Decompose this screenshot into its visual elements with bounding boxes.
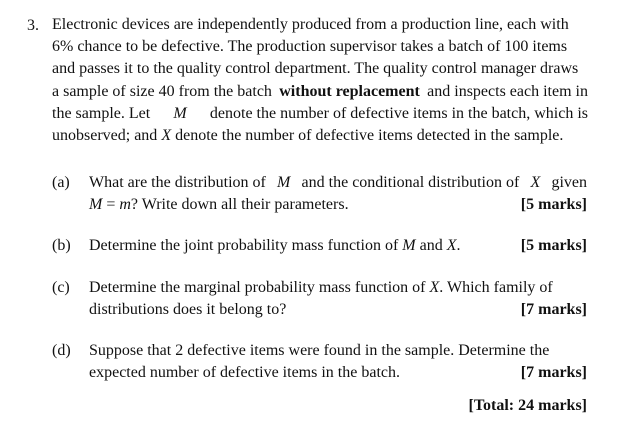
part-a-line-2: M = m? Write down all their parameters. [5 marks] <box>89 194 587 216</box>
variable-M: M <box>173 104 187 122</box>
stem-line-4: a sample of size 40 from the batch without replacement and inspects each item in <box>52 81 588 103</box>
part-body <box>89 277 587 321</box>
part-d-line-1: Suppose that 2 defective items were found in the sample. Determine the <box>89 342 550 359</box>
stem-line-6: unobserved; and X denote the number of defective items detected in the sample. <box>52 127 564 145</box>
marks-label: [5 marks] <box>520 196 587 213</box>
part-body <box>89 340 587 384</box>
total-marks: [Total: 24 marks] <box>468 397 587 414</box>
stem-line-1: Electronic devices are independently produced from a production line, each with <box>52 16 569 33</box>
part-b-line-1: Determine the joint probability mass function of M and X. [5 marks] <box>89 235 587 257</box>
part-body <box>89 172 587 216</box>
stem-line-3: and passes it to the quality control department. The quality control manager draws <box>52 60 579 78</box>
part-c-line-1: Determine the marginal probability mass function of X. Which family of <box>89 279 553 296</box>
question-stem <box>52 14 588 147</box>
marks-label: [7 marks] <box>520 364 587 381</box>
part-label: (b) <box>52 237 71 254</box>
part-body <box>89 235 587 257</box>
marks-label: [5 marks] <box>520 237 587 254</box>
marks-label: [7 marks] <box>520 301 587 318</box>
without-replacement-emphasis: without replacement <box>279 82 420 100</box>
part-label: (d) <box>52 342 71 359</box>
part-label: (a) <box>52 174 70 191</box>
question-number: 3. <box>27 17 39 34</box>
stem-line-2: 6% chance to be defective. The production supervisor takes a batch of 100 items <box>52 38 568 56</box>
part-a-line-1: What are the distribution of M and the conditional distribution of X given <box>89 174 587 191</box>
stem-line-5: the sample. Let M denote the number of defective items in the batch, which is <box>52 103 588 125</box>
variable-X: X <box>161 127 172 145</box>
part-c-line-2: distributions does it belong to? [7 marks] <box>89 299 587 321</box>
part-d-line-2: expected number of defective items in the batch. [7 marks] <box>89 362 587 384</box>
part-label: (c) <box>52 279 70 296</box>
